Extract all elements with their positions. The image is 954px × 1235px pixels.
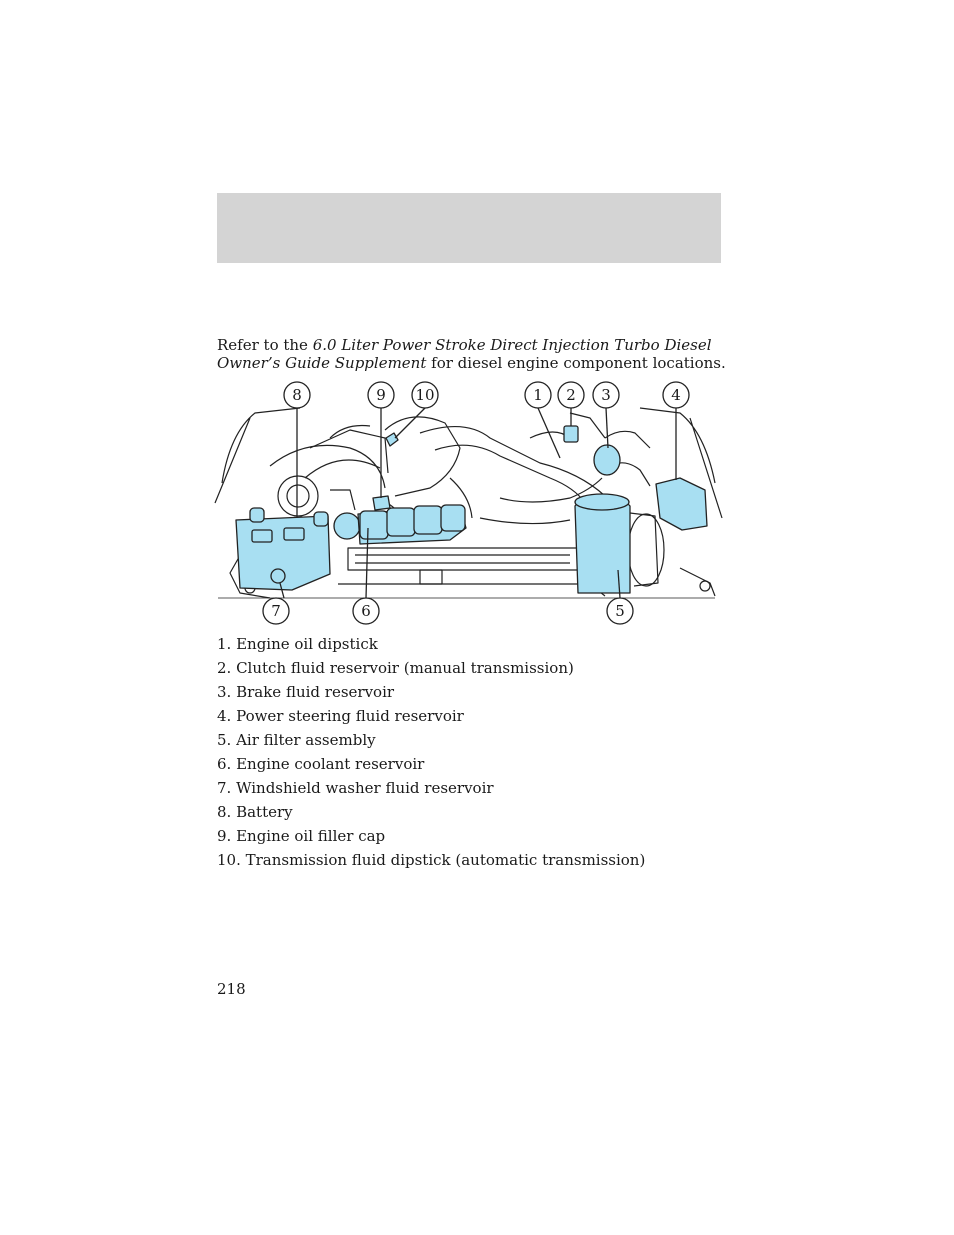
intro-paragraph [217, 336, 737, 372]
legend-item: 3. Brake fluid reservoir [217, 683, 395, 701]
highlighted-components [236, 426, 707, 593]
callout-7 [263, 598, 289, 624]
legend-item: 1. Engine oil dipstick [217, 635, 378, 653]
callout-1 [525, 382, 551, 408]
callout-3-label: 3 [601, 386, 611, 404]
page-number: 218 [217, 980, 246, 998]
legend-item: 10. Transmission fluid dipstick (automatic transmission) [217, 851, 646, 869]
callout-10 [412, 382, 438, 408]
callout-4 [663, 382, 689, 408]
section-header-band [217, 193, 721, 263]
oil-filler-cap-shape [373, 496, 390, 510]
legend-item: 5. Air filter assembly [217, 731, 376, 749]
trans-dipstick-shape [386, 433, 398, 446]
callout-5-label: 5 [615, 602, 625, 620]
legend-item: 2. Clutch fluid reservoir (manual transmission) [217, 659, 574, 677]
legend-item: 6. Engine coolant reservoir [217, 755, 425, 773]
callout-9-label: 9 [376, 386, 386, 404]
air-filter-shape [575, 494, 630, 593]
legend-item: 7. Windshield washer fluid reservoir [217, 779, 494, 797]
intro-prefix: Refer to the [217, 336, 313, 354]
callout-6 [353, 598, 379, 624]
clutch-reservoir-shape [564, 426, 578, 442]
legend-item: 4. Power steering fluid reservoir [217, 707, 464, 725]
callout-2 [558, 382, 584, 408]
legend-item: 9. Engine oil filler cap [217, 827, 386, 845]
washer-reservoir-shape [271, 569, 285, 583]
power-steering-reservoir-shape [656, 478, 707, 530]
brake-reservoir-shape [594, 445, 620, 475]
component-legend [217, 633, 645, 873]
callout-9 [368, 382, 394, 408]
callout-2-label: 2 [566, 386, 576, 404]
callout-8-label: 8 [292, 386, 302, 404]
engine-compartment-diagram [210, 378, 726, 628]
callout-1-label: 1 [533, 386, 543, 404]
intro-suffix: for diesel engine component locations. [426, 354, 726, 372]
callout-3 [593, 382, 619, 408]
supplement-title: 6.0 Liter Power Stroke Direct Injection Turbo Diesel Owner’s Guide Supplement [217, 336, 712, 372]
legend-item: 8. Battery [217, 803, 293, 821]
callout-7-label: 7 [271, 602, 281, 620]
callout-8 [284, 382, 310, 408]
coolant-reservoir-shape [334, 505, 466, 544]
callout-10-label: 10 [415, 386, 435, 404]
callout-6-label: 6 [361, 602, 371, 620]
callout-5 [607, 598, 633, 624]
callout-4-label: 4 [671, 386, 681, 404]
